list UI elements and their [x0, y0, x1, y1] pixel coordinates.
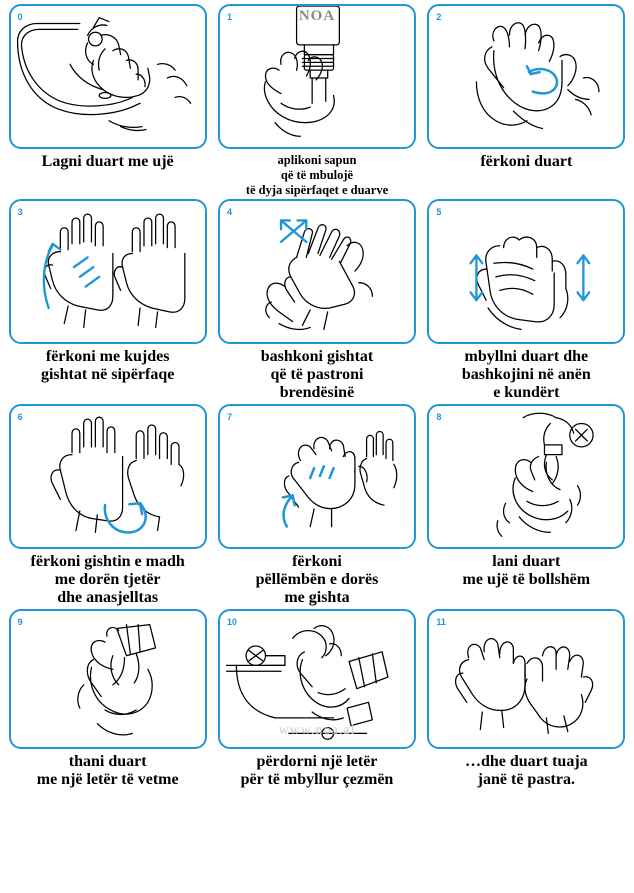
- step-panel-7: [218, 404, 416, 549]
- step-panel-9: [9, 609, 207, 749]
- step-number-9: 9: [17, 616, 23, 627]
- step-cell-9: [6, 609, 209, 789]
- step-caption-4-line-0: bashkoni gishtat: [260, 348, 374, 366]
- step-cell-8: [425, 404, 628, 607]
- step-caption-2: fërkoni duart: [480, 153, 573, 170]
- step-caption-9-line-0: thani duart: [68, 752, 147, 770]
- step-cell-0: [6, 4, 209, 197]
- step-caption-5-line-2: e kundërt: [493, 384, 560, 402]
- step-caption-7: [218, 549, 416, 607]
- step-caption-10-line-1: për të mbyllur çezmën: [240, 770, 394, 788]
- clean-hands-icon: [429, 611, 623, 747]
- step-number-2: 2: [436, 12, 442, 22]
- step-caption-1: [218, 149, 416, 197]
- step-caption-4-line-1: që të pastroni: [270, 366, 364, 384]
- step-caption-7-line-0: fërkoni: [292, 552, 342, 570]
- step-caption-3: [9, 344, 207, 384]
- step-panel-8: [427, 404, 625, 549]
- dry-with-towel-icon: [11, 611, 205, 747]
- step-caption-4-line-2: brendësinë: [279, 384, 355, 402]
- step-panel-5: [427, 199, 625, 344]
- step-cell-6: [6, 404, 209, 607]
- step-caption-6-line-1: me dorën tjetër: [54, 570, 161, 588]
- step-caption-3-line-1: gishtat në sipërfaqe: [40, 366, 175, 384]
- step-caption-8-line-0: lani duart: [492, 552, 561, 570]
- step-caption-1-line-0: aplikoni sapun: [277, 153, 357, 167]
- step-panel-0: [9, 4, 207, 149]
- step-caption-7-line-1: pëllëmbën e dorës: [255, 570, 379, 588]
- step-panel-10: [218, 609, 416, 749]
- step-number-4: 4: [226, 207, 232, 218]
- step-caption-8: [427, 549, 625, 589]
- step-caption-6: [9, 549, 207, 607]
- step-cell-2: [425, 4, 628, 197]
- backs-of-fingers-icon: [429, 201, 623, 342]
- step-caption-9: [9, 749, 207, 789]
- noa-logo: [299, 8, 335, 25]
- watermark: www.noa.al: [278, 722, 356, 738]
- interlaced-fingers-icon: [220, 201, 414, 342]
- step-cell-5: [425, 199, 628, 402]
- step-number-3: 3: [17, 207, 23, 218]
- noa-logo-text: NOA: [298, 8, 336, 24]
- step-panel-1: [218, 4, 416, 149]
- step-caption-11: [427, 749, 625, 789]
- step-caption-5-line-1: bashkojini në anën: [461, 366, 591, 384]
- step-caption-1-line-2: të dyja sipërfaqet e duarve: [245, 182, 389, 197]
- step-panel-6: [9, 404, 207, 549]
- step-caption-5-line-0: mbyllni duart dhe: [464, 348, 589, 366]
- step-number-6: 6: [17, 411, 23, 422]
- step-cell-4: [215, 199, 418, 402]
- step-caption-7-line-2: me gishta: [284, 588, 350, 606]
- step-caption-10-line-0: përdorni një letër: [256, 752, 378, 770]
- step-number-5: 5: [436, 207, 442, 218]
- step-caption-1-line-1: që të mbulojë: [280, 167, 354, 182]
- rinse-hands-icon: [429, 406, 623, 547]
- palm-to-palm-icon: [429, 6, 623, 147]
- step-caption-0: Lagni duart me ujë: [41, 153, 174, 170]
- step-caption-8-line-1: me ujë të bollshëm: [462, 570, 591, 588]
- step-number-11: 11: [436, 616, 446, 627]
- step-cell-10: [215, 609, 418, 789]
- step-cell-1: [215, 4, 418, 197]
- step-number-10: 10: [226, 616, 237, 627]
- step-caption-4: [218, 344, 416, 402]
- step-number-7: 7: [226, 411, 232, 422]
- step-panel-3: [9, 199, 207, 344]
- step-caption-5: [427, 344, 625, 402]
- soap-dispenser-icon: [220, 6, 414, 147]
- step-caption-6-line-0: fërkoni gishtin e madh: [30, 552, 185, 570]
- step-cell-11: [425, 609, 628, 789]
- step-caption-9-line-1: me një letër të vetme: [36, 770, 179, 788]
- step-number-8: 8: [436, 411, 442, 422]
- step-number-1: 1: [226, 12, 232, 22]
- step-panel-2: [427, 4, 625, 149]
- step-caption-11-line-0: …dhe duart tuaja: [464, 752, 588, 770]
- palm-over-back-of-hand-icon: [11, 201, 205, 342]
- step-caption-6-line-2: dhe anasjelltas: [57, 588, 159, 606]
- step-cell-3: [6, 199, 209, 402]
- step-caption-3-line-0: fërkoni me kujdes: [45, 348, 170, 366]
- step-caption-11-line-1: janë të pastra.: [477, 770, 575, 788]
- step-panel-11: [427, 609, 625, 749]
- rotational-thumb-rub-icon: [11, 406, 205, 547]
- step-panel-4: [218, 199, 416, 344]
- step-caption-10: [218, 749, 416, 789]
- step-number-0: 0: [17, 12, 23, 22]
- fingertips-in-palm-icon: [220, 406, 414, 547]
- hands-under-tap-icon: [11, 6, 205, 147]
- step-cell-7: [215, 404, 418, 607]
